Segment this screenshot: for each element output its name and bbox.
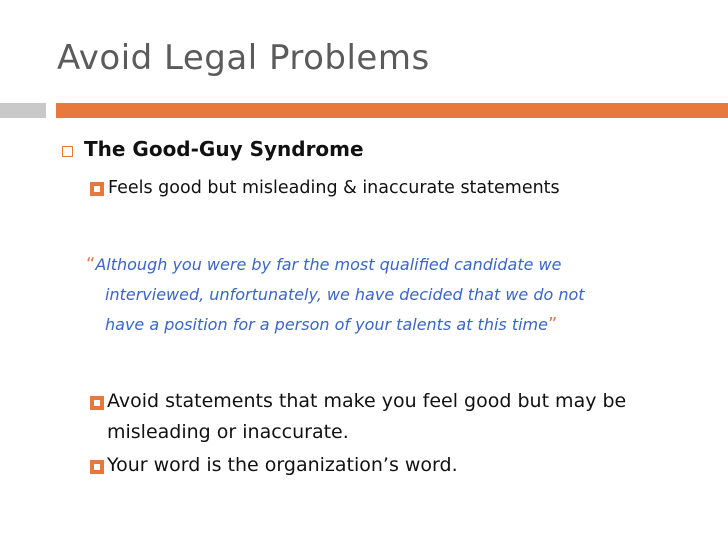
filled-square-bullet-icon [90,396,104,410]
hollow-square-bullet-icon [62,146,73,157]
example-quote [86,250,585,340]
sub-bullet-misleading-statements: Feels good but misleading & inaccurate statements [108,178,560,198]
accent-bar [56,103,728,118]
sub-bullet-organization-word: Your word is the organization’s word. [107,454,458,476]
accent-tab [0,103,46,118]
filled-square-bullet-icon [90,460,104,474]
filled-square-bullet-icon [90,182,104,196]
close-quote-mark: ” [547,314,558,335]
sub-bullet-avoid-line-1: Avoid statements that make you feel good but may be [107,390,627,412]
sub-bullet-avoid-statements [107,386,626,448]
quote-line-1: Although you were by far the most qualified candidate we [95,255,562,274]
open-quote-mark: “ [86,254,96,275]
slide-title: Avoid Legal Problems [57,38,430,78]
quote-line-2: interviewed, unfortunately, we have decided that we do not [105,285,585,304]
heading-bullet: The Good-Guy Syndrome [84,137,364,161]
quote-line-3: have a position for a person of your talents at this time [105,315,548,334]
sub-bullet-avoid-line-2: misleading or inaccurate. [107,421,349,443]
